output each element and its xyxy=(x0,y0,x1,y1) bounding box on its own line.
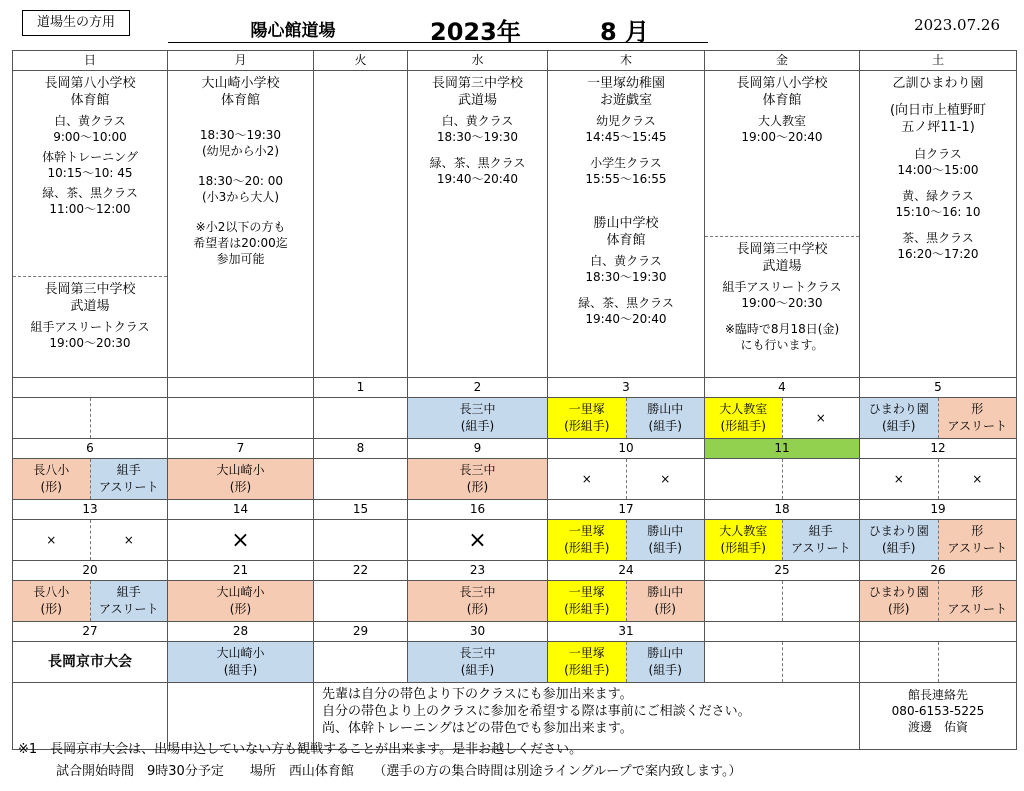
cancelled-mark: × xyxy=(938,459,1017,499)
date-number: 30 xyxy=(408,622,548,642)
day-cell xyxy=(860,581,1017,622)
cancelled-mark: × xyxy=(231,527,250,553)
cancelled-mark: × xyxy=(468,527,487,553)
class-slot: 大山崎小 (組手) xyxy=(168,642,313,682)
class-slot: 勝山中 (形) xyxy=(626,581,705,621)
venue: 一里塚幼稚園 お遊戯室 xyxy=(586,76,665,108)
date-number: 21 xyxy=(168,561,314,581)
class-slot: 大山崎小 (形) xyxy=(168,581,313,621)
date-number: 24 xyxy=(548,561,705,581)
class-slot xyxy=(938,642,1017,682)
day-cell xyxy=(860,459,1017,500)
class-slot: 長三中 (形) xyxy=(408,459,547,499)
slot-pair xyxy=(548,459,704,499)
day-cell xyxy=(408,398,548,439)
date-number: 17 xyxy=(548,500,705,520)
date-number: 2 xyxy=(408,378,548,398)
venue: 長岡第三中学校 武道場 xyxy=(44,282,136,314)
date-number: 11 xyxy=(705,439,860,459)
day-cell xyxy=(860,520,1017,561)
class-slot: 長八小 (形) xyxy=(13,581,90,621)
date-number: 28 xyxy=(168,622,314,642)
class-time: 黄、緑クラス 15:10〜16: 10 xyxy=(895,189,981,219)
slot-pair xyxy=(13,459,167,499)
date-number: 16 xyxy=(408,500,548,520)
slot-pair xyxy=(860,459,1016,499)
class-time: 18:30〜20: 00 (小3から大人) xyxy=(198,174,283,204)
date-number: 18 xyxy=(705,500,860,520)
slot-pair xyxy=(860,581,1016,621)
date-row xyxy=(13,439,1017,459)
date-number xyxy=(13,378,168,398)
class-slot: 長八小 (形) xyxy=(13,459,90,499)
day-cell xyxy=(13,642,168,683)
schedule-thu xyxy=(548,71,705,378)
cancelled-mark: × xyxy=(893,471,904,486)
day-cell xyxy=(408,642,548,683)
slot-pair xyxy=(705,520,859,560)
class-slot: 勝山中 (組手) xyxy=(626,398,705,438)
day-cell xyxy=(548,581,705,622)
cancelled-mark: × xyxy=(90,520,168,560)
class-time: 幼児クラス 14:45〜15:45 xyxy=(585,114,667,144)
class-time: 緑、茶、黒クラス 19:40〜20:40 xyxy=(578,296,674,326)
tournament-label: 長岡京市大会 xyxy=(48,653,132,670)
date-number: 29 xyxy=(314,622,408,642)
venue: 大山崎小学校 体育館 xyxy=(201,76,280,108)
day-cell xyxy=(13,398,168,439)
class-slot: 長三中 (形) xyxy=(408,581,547,621)
day-cell xyxy=(408,520,548,561)
day-cell xyxy=(408,459,548,500)
footer-note-2: 試合開始時間 9時30分予定 場所 西山体育館 （選手の方の集合時間は別途ライングループで案内致します。） xyxy=(56,764,742,779)
class-time: 白クラス 14:00〜15:00 xyxy=(897,147,979,177)
day-cell xyxy=(314,520,408,561)
venue: 長岡第三中学校 武道場 xyxy=(431,76,523,108)
day-cell xyxy=(314,398,408,439)
class-slot xyxy=(314,398,407,438)
class-slot xyxy=(314,520,407,560)
class-time: 白、黄クラス 9:00〜10:00 xyxy=(53,114,127,144)
class-slot: 勝山中 (組手) xyxy=(626,642,705,682)
date-row xyxy=(13,561,1017,581)
date-row xyxy=(13,500,1017,520)
day-cell xyxy=(705,520,860,561)
day-cell xyxy=(408,581,548,622)
slot-pair xyxy=(548,581,704,621)
class-slot: 一里塚 (形組手) xyxy=(548,520,626,560)
day-cell xyxy=(548,398,705,439)
weekday-thu: 木 xyxy=(548,51,705,71)
date-number: 31 xyxy=(548,622,705,642)
date-number: 1 xyxy=(314,378,408,398)
venue: 乙訓ひまわり園 xyxy=(892,76,984,91)
cancelled-mark: × xyxy=(626,459,705,499)
class-time: 小学生クラス 15:55〜16:55 xyxy=(585,156,667,186)
date-number: 3 xyxy=(548,378,705,398)
date-number: 4 xyxy=(705,378,860,398)
cancelled-mark: × xyxy=(46,532,57,547)
class-slot: ひまわり園 (組手) xyxy=(860,398,938,438)
class-slot: 組手 アスリート xyxy=(782,520,860,560)
slot-row xyxy=(13,459,1017,500)
slot-pair xyxy=(860,398,1016,438)
day-cell xyxy=(314,642,408,683)
date-number xyxy=(168,378,314,398)
date-number: 26 xyxy=(860,561,1017,581)
date-number: 15 xyxy=(314,500,408,520)
day-cell xyxy=(705,642,860,683)
date-number: 6 xyxy=(13,439,168,459)
slot-row xyxy=(13,520,1017,561)
date-number: 22 xyxy=(314,561,408,581)
slot-pair xyxy=(548,520,704,560)
slot-pair xyxy=(705,642,859,682)
date-number xyxy=(705,622,860,642)
day-cell xyxy=(168,520,314,561)
slot-pair xyxy=(13,398,167,438)
day-cell xyxy=(168,398,314,439)
day-cell xyxy=(314,581,408,622)
class-time: 緑、茶、黒クラス 19:40〜20:40 xyxy=(429,156,526,186)
class-slot xyxy=(13,398,90,438)
date-row xyxy=(13,378,1017,398)
calendar-year: 2023年 xyxy=(430,18,521,46)
day-cell xyxy=(705,581,860,622)
venue: 長岡第三中学校 武道場 xyxy=(736,242,828,274)
class-slot: 一里塚 (形組手) xyxy=(548,398,626,438)
cancelled-mark: × xyxy=(581,471,592,486)
footer-note-1: ※1 長岡京市大会は、出場申込していない方も観戦することが出来ます。是非お越しください。 xyxy=(18,742,583,757)
day-cell xyxy=(705,398,860,439)
class-time: 体幹トレーニング 10:15〜10: 45 xyxy=(42,150,138,180)
day-cell xyxy=(168,459,314,500)
weekday-tue: 火 xyxy=(314,51,408,71)
class-slot xyxy=(314,459,407,499)
date-number: 9 xyxy=(408,439,548,459)
schedule-fri xyxy=(705,71,860,378)
day-cell xyxy=(705,459,860,500)
class-slot xyxy=(705,642,782,682)
date-number: 25 xyxy=(705,561,860,581)
slot-pair xyxy=(860,520,1016,560)
day-cell xyxy=(860,642,1017,683)
slot-pair xyxy=(705,459,859,499)
date-number: 10 xyxy=(548,439,705,459)
slot-pair xyxy=(705,581,859,621)
schedule-wed xyxy=(408,71,548,378)
class-slot: 勝山中 (組手) xyxy=(626,520,705,560)
schedule-sat xyxy=(860,71,1017,378)
weekday-header-row xyxy=(13,51,1017,71)
date-number: 7 xyxy=(168,439,314,459)
class-slot xyxy=(782,642,860,682)
schedule-tue xyxy=(314,71,408,378)
slot-pair xyxy=(705,398,859,438)
weekday-wed: 水 xyxy=(408,51,548,71)
weekday-sat: 土 xyxy=(860,51,1017,71)
class-slot: 形 アスリート xyxy=(938,581,1017,621)
class-time: 白、黄クラス 18:30〜19:30 xyxy=(585,254,667,284)
class-slot xyxy=(860,642,938,682)
day-cell xyxy=(548,642,705,683)
class-slot xyxy=(90,398,168,438)
class-slot: 一里塚 (形組手) xyxy=(548,642,626,682)
day-cell xyxy=(13,520,168,561)
dojo-name: 陽心館道場 xyxy=(250,21,336,41)
slot-pair xyxy=(13,520,167,560)
class-slot: 長三中 (組手) xyxy=(408,398,547,438)
day-cell xyxy=(314,459,408,500)
day-cell xyxy=(13,581,168,622)
class-time: 白、黄クラス 18:30〜19:30 xyxy=(436,114,519,144)
class-slot: 大山崎小 (形) xyxy=(168,459,313,499)
class-slot: 形 アスリート xyxy=(938,520,1017,560)
class-time: 茶、黒クラス 16:20〜17:20 xyxy=(897,231,979,261)
date-number xyxy=(860,622,1017,642)
class-slot xyxy=(782,581,860,621)
class-slot: 一里塚 (形組手) xyxy=(548,581,626,621)
weekday-sun: 日 xyxy=(13,51,168,71)
calendar-table xyxy=(12,50,1017,750)
class-slot: 長三中 (組手) xyxy=(408,642,547,682)
date-number: 14 xyxy=(168,500,314,520)
class-time: 大人教室 19:00〜20:40 xyxy=(741,114,823,144)
date-number: 19 xyxy=(860,500,1017,520)
class-slot xyxy=(705,459,782,499)
day-cell xyxy=(168,642,314,683)
cancelled-mark: × xyxy=(782,398,860,438)
class-slot: ひまわり園 (形) xyxy=(860,581,938,621)
day-cell xyxy=(548,459,705,500)
schedule-sun xyxy=(13,71,168,378)
day-cell xyxy=(168,581,314,622)
class-time: 組手アスリートクラス 19:00〜20:30 xyxy=(30,320,150,350)
date-row xyxy=(13,622,1017,642)
class-slot xyxy=(705,581,782,621)
day-cell xyxy=(860,398,1017,439)
class-time: 緑、茶、黒クラス 11:00〜12:00 xyxy=(42,186,138,216)
weekday-fri: 金 xyxy=(705,51,860,71)
calendar-month: 8 月 xyxy=(600,18,650,46)
class-time: 18:30〜19:30 (幼児から小2) xyxy=(199,128,282,158)
slot-row xyxy=(13,398,1017,439)
class-slot xyxy=(314,642,407,682)
date-number: 27 xyxy=(13,622,168,642)
slot-pair xyxy=(860,642,1016,682)
venue: 勝山中学校 体育館 xyxy=(593,216,659,248)
date-number: 20 xyxy=(13,561,168,581)
audience-tag: 道場生の方用 xyxy=(22,10,130,36)
venue: 長岡第八小学校 体育館 xyxy=(44,76,136,108)
class-time: 組手アスリートクラス 19:00〜20:30 xyxy=(722,280,842,310)
address: (向日市上植野町 五ノ坪11-1) xyxy=(889,103,987,135)
slot-pair xyxy=(548,642,704,682)
class-slot: ひまわり園 (組手) xyxy=(860,520,938,560)
weekday-mon: 月 xyxy=(168,51,314,71)
schedule-row xyxy=(13,71,1017,378)
weeks-body xyxy=(13,378,1017,683)
contact-info: 館長連絡先 080-6153-5225 渡邊 佑資 xyxy=(860,683,1017,750)
date-number: 12 xyxy=(860,439,1017,459)
date-number: 23 xyxy=(408,561,548,581)
note: ※小2以下の方も 希望者は20:00迄 参加可能 xyxy=(193,220,288,266)
slot-row xyxy=(13,581,1017,622)
title-underline xyxy=(168,42,708,43)
class-slot: 大人教室 (形組手) xyxy=(705,398,782,438)
class-slot: 組手 アスリート xyxy=(90,459,168,499)
slot-pair xyxy=(548,398,704,438)
class-slot xyxy=(314,581,407,621)
date-number: 8 xyxy=(314,439,408,459)
venue: 長岡第八小学校 体育館 xyxy=(736,76,828,108)
class-slot: 大人教室 (形組手) xyxy=(705,520,782,560)
slot-row xyxy=(13,642,1017,683)
notes-message: 先輩は自分の帯色より下のクラスにも参加出来ます。 自分の帯色より上のクラスに参加を希望する際は事前にご相談ください。 尚、体幹トレーニングはどの帯色でも参加出来ます。 xyxy=(314,683,860,750)
day-cell xyxy=(13,459,168,500)
class-slot xyxy=(782,459,860,499)
slot-pair xyxy=(13,581,167,621)
schedule-mon xyxy=(168,71,314,378)
issue-date: 2023.07.26 xyxy=(914,16,1000,34)
class-slot xyxy=(168,398,313,438)
note: ※臨時で8月18日(金) にも行います。 xyxy=(724,322,840,352)
class-slot: 形 アスリート xyxy=(938,398,1017,438)
class-slot: 組手 アスリート xyxy=(90,581,168,621)
date-number: 5 xyxy=(860,378,1017,398)
date-number: 13 xyxy=(13,500,168,520)
day-cell xyxy=(548,520,705,561)
